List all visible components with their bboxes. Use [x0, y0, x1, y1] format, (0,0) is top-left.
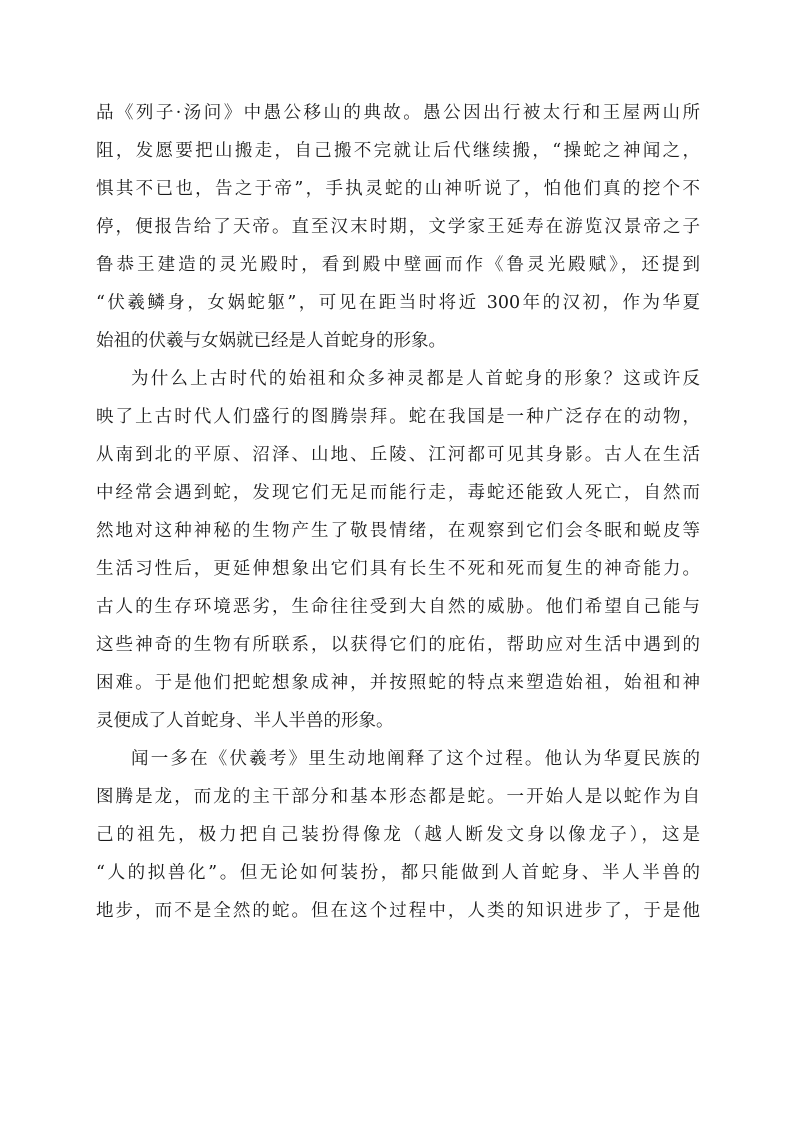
paragraph-1: [96, 94, 700, 360]
paragraph-2: [96, 360, 700, 740]
text-line: 困难。于是他们把蛇想象成神，并按照蛇的特点来塑造始祖，始祖和神: [96, 673, 700, 693]
text-line: 从南到北的平原、沼泽、山地、丘陵、江河都可见其身影。古人在生活: [96, 445, 700, 465]
text-line: 惧其不已也，告之于帝”，手执灵蛇的山神听说了，怕他们真的挖个不: [96, 179, 700, 199]
text-line: 停，便报告给了天帝。直至汉末时期，文学家王延寿在游览汉景帝之子: [96, 217, 700, 237]
text-line: “伏羲鳞身，女娲蛇躯”，可见在距当时将近 300年的汉初，作为华夏: [96, 293, 700, 313]
text-line: 鲁恭王建造的灵光殿时，看到殿中壁画而作《鲁灵光殿赋》，还提到: [96, 255, 700, 275]
text-line: 始祖的伏羲与女娲就已经是人首蛇身的形象。: [96, 331, 446, 351]
text-line: 品《列子·汤问》中愚公移山的典故。愚公因出行被太行和王屋两山所: [96, 103, 700, 123]
text-line: 己的祖先，极力把自己装扮得像龙（越人断发文身以像龙子），这是: [96, 825, 700, 845]
text-line: 地步，而不是全然的蛇。但在这个过程中，人类的知识进步了，于是他: [96, 901, 700, 921]
text-line: 闻一多在《伏羲考》里生动地阐释了这个过程。他认为华夏民族的: [131, 749, 700, 769]
text-line: 为什么上古时代的始祖和众多神灵都是人首蛇身的形象？这或许反: [131, 369, 700, 389]
text-line: 阻，发愿要把山搬走，自己搬不完就让后代继续搬，“操蛇之神闻之，: [96, 141, 700, 161]
article-body: [96, 94, 700, 930]
text-line: 生活习性后，更延伸想象出它们具有长生不死和死而复生的神奇能力。: [96, 559, 700, 579]
paragraph-3: [96, 740, 700, 930]
text-line: 映了上古时代人们盛行的图腾崇拜。蛇在我国是一种广泛存在的动物，: [96, 407, 700, 427]
text-line: 灵便成了人首蛇身、半人半兽的形象。: [96, 711, 394, 731]
text-line: 这些神奇的生物有所联系，以获得它们的庇佑，帮助应对生活中遇到的: [96, 635, 700, 655]
text-line: 古人的生存环境恶劣，生命往往受到大自然的威胁。他们希望自己能与: [96, 597, 700, 617]
text-line: “人的拟兽化”。但无论如何装扮，都只能做到人首蛇身、半人半兽的: [96, 863, 700, 883]
text-line: 然地对这种神秘的生物产生了敬畏情绪，在观察到它们会冬眠和蜕皮等: [96, 521, 700, 541]
text-line: 中经常会遇到蛇，发现它们无足而能行走，毒蛇还能致人死亡，自然而: [96, 483, 700, 503]
text-line: 图腾是龙，而龙的主干部分和基本形态都是蛇。一开始人是以蛇作为自: [96, 787, 700, 807]
